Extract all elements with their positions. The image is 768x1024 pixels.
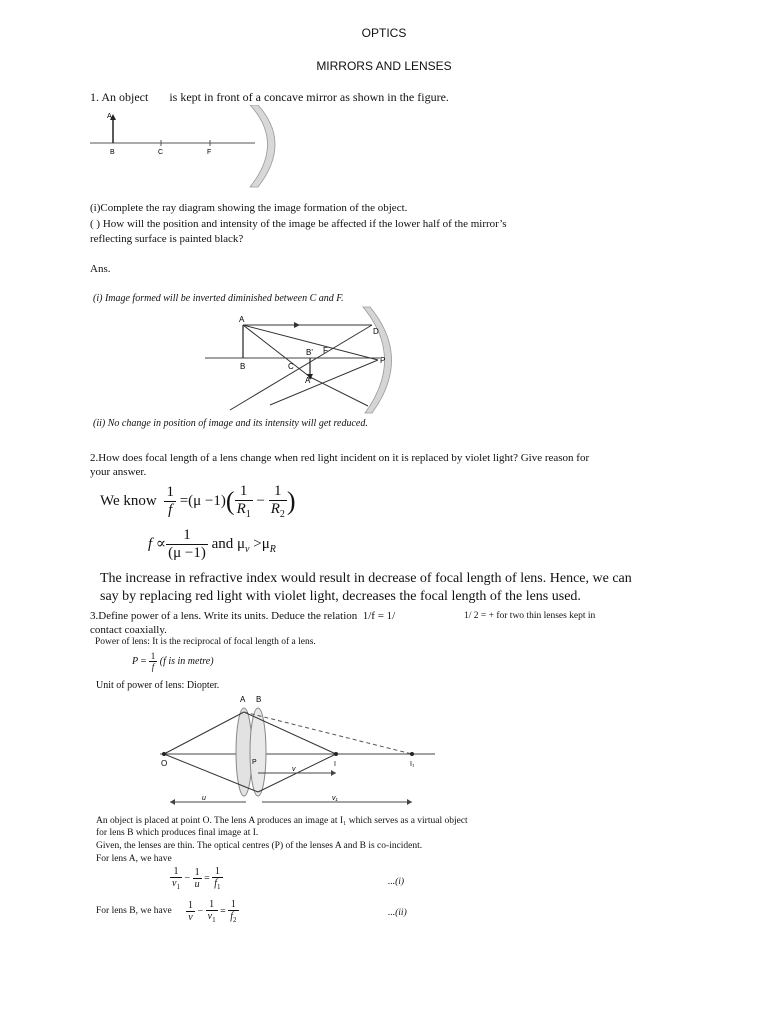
lens-makers-formula: [100, 483, 296, 520]
paren-close: ): [286, 486, 296, 516]
description-line1: An object is placed at point O. The lens A produces an image at I₁ which serves as a virtual object: [96, 816, 468, 826]
label-a-prime: A': [305, 376, 312, 385]
ans-label: Ans.: [90, 263, 111, 275]
label-b: B: [110, 149, 115, 156]
power-formula-note: (f is in metre): [159, 655, 214, 667]
q2-explanation-line1: The increase in refractive index would result in decrease of focal length of lens. Hence, we can: [100, 571, 632, 586]
power-definition: Power of lens: It is the reciprocal of focal length of a lens.: [95, 637, 316, 647]
q2-question-line1: 2.How does focal length of a lens change when red light incident on it is replaced by violet light? Give reason for: [90, 452, 590, 464]
point-i: [334, 752, 338, 756]
q1-part-ii-line1: ( ) How will the position and intensity of the image be affected if the lower half of the mirror’s: [90, 218, 507, 230]
q1-answer-i: (i) Image formed will be inverted diminished between C and F.: [93, 293, 344, 304]
fraction-1-over-r1: $\frac{1}{R_1}$: [236, 483, 251, 520]
q2-explanation-line2: say by replacing red light with violet light, decreases the focal length of the lens used.: [100, 589, 581, 604]
we-know-text: We know: [100, 492, 157, 509]
q1-answer-ii: (ii) No change in position of image and its intensity will get reduced.: [93, 418, 368, 429]
q1-mirror-figure: [90, 105, 280, 190]
label-f: F: [207, 149, 212, 156]
power-formula: P = $\frac{1}{f}$ (f is in metre): [132, 651, 214, 672]
label-i: I: [334, 761, 336, 768]
fraction-1-over-f: $\frac{1}{f}$: [150, 651, 156, 672]
fraction-1-over-u: $\frac{1}{u}$: [194, 867, 200, 890]
lens-combination-diagram: [150, 690, 440, 808]
label-i1: I₁: [410, 761, 415, 768]
q1-question: 1. An object is kept in front of a concave mirror as shown in the figure.: [90, 90, 449, 104]
lens-b-equation: $\frac{1}{v}$ − $\frac{1}{v_1}$ = $\frac{1}{f_2}$: [188, 899, 237, 924]
label-a: A: [107, 113, 112, 120]
point-i1: [410, 752, 414, 756]
fraction-1-over-v1: $\frac{1}{v_1}$: [207, 899, 216, 924]
label-p: P: [252, 759, 257, 766]
arrow-head: [294, 322, 300, 328]
label-c: C: [288, 362, 294, 371]
equation-tag-ii: ...(ii): [388, 908, 407, 918]
label-f: F: [323, 346, 328, 355]
q3-question-line1: 3.Define power of a lens. Write its units. Deduce the relation 1/f = 1/: [90, 610, 396, 622]
ray-object-to-lens: [164, 712, 244, 754]
ray-center-continue: [310, 377, 368, 406]
fraction-1-over-f2: $\frac{1}{f_2}$: [230, 899, 237, 924]
ray-reflected-pole: [270, 360, 378, 405]
fraction-1-over-r2: $\frac{1}{R_2}$: [270, 483, 285, 520]
proportionality-formula: f ∝ $\frac{1}{(\mu -1)}$ and $\mu_v >\mu_R$: [148, 527, 276, 561]
description-line4: For lens A, we have: [96, 854, 172, 864]
fraction-1-over-v1: $\frac{1}{v_1}$: [172, 866, 180, 891]
equation-tag-i: ...(i): [388, 877, 405, 887]
label-o: O: [161, 759, 168, 768]
label-c: C: [158, 149, 164, 156]
q3-question-tail: 1/ 2 = + for two thin lenses kept in: [464, 611, 596, 621]
label-p: P: [380, 356, 386, 365]
q2-question-line2: your answer.: [90, 466, 147, 478]
fraction-1-over-v: $\frac{1}{v}$: [188, 900, 193, 923]
fraction-1-over-mu: $\frac{1}{(\mu -1)}$: [168, 527, 206, 561]
page-title: OPTICS: [361, 26, 407, 40]
label-v1: v₁: [332, 795, 338, 802]
q3-question-line2: contact coaxially.: [90, 624, 167, 636]
arrow-head: [331, 770, 336, 776]
q1-part-i: (i)Complete the ray diagram showing the image formation of the object.: [90, 202, 408, 214]
arrow-head: [407, 799, 412, 805]
virtual-ray: [244, 712, 412, 754]
label-a: A: [240, 695, 246, 704]
q1-part-ii-line2: reflecting surface is painted black?: [90, 233, 244, 245]
unit-of-power: Unit of power of lens: Diopter.: [96, 680, 220, 691]
lens-a-equation: $\frac{1}{v_1}$ − $\frac{1}{u}$ = $\frac{1}{f_1}$: [172, 866, 221, 891]
label-b: B: [240, 362, 246, 371]
label-v: v: [292, 766, 296, 773]
fraction-1-over-f1: $\frac{1}{f_1}$: [214, 866, 221, 891]
ray-diagram: [200, 305, 410, 417]
equals-mu-minus-one: =(μ −1): [179, 492, 226, 509]
description-line3: Given, the lenses are thin. The optical centres (P) of the lenses A and B is co-incident.: [96, 841, 423, 851]
label-d: D: [373, 327, 379, 336]
label-b-prime: B': [306, 348, 313, 357]
minus-sign: −: [252, 492, 269, 509]
paren-open: (: [225, 486, 235, 516]
and-text: and: [211, 535, 234, 552]
arrow-head: [170, 799, 175, 805]
point-o: [162, 752, 166, 756]
ray-through-c: [243, 325, 310, 377]
label-a: A: [239, 315, 245, 324]
fraction-1-over-f: $\frac{1}{f}$: [166, 484, 174, 518]
label-u: u: [202, 795, 206, 802]
label-b: B: [256, 695, 262, 704]
page-subtitle: MIRRORS AND LENSES: [316, 59, 452, 73]
concave-mirror: [250, 105, 275, 187]
description-line2: for lens B which produces final image at I.: [96, 828, 259, 838]
description-line5: For lens B, we have: [96, 906, 172, 916]
